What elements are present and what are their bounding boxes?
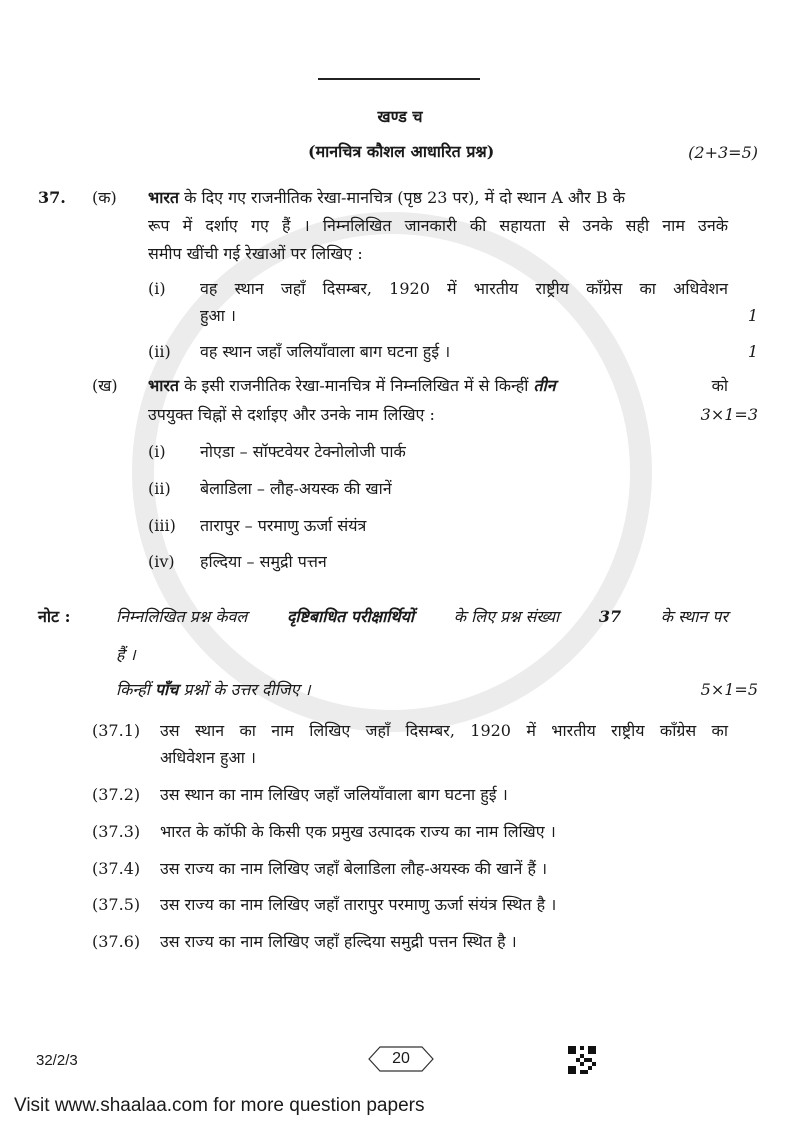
alt-q-label: (37.1): [92, 721, 141, 740]
alt-q-label: (37.2): [92, 785, 141, 804]
alt-q-text: उस राज्य का नाम लिखिए जहाँ हल्दिया समुद्री पत्तन स्थित है ।: [160, 932, 517, 951]
alt-q-label: (37.6): [92, 932, 141, 951]
item-text: वह स्थान जहाँ जलियाँवाला बाग घटना हुई ।: [200, 342, 451, 361]
note-line1: [116, 607, 728, 627]
text: प्रश्नों के उत्तर दीजिए ।: [183, 680, 311, 699]
item-text: बेलाडिला – लौह-अयस्क की खानें: [200, 479, 392, 498]
item-label: (ii): [148, 342, 171, 361]
text-end: को: [711, 376, 728, 395]
section-subtitle: (मानचित्र कौशल आधारित प्रश्न): [308, 142, 495, 161]
alt-q-text: उस स्थान का नाम लिखिए जहाँ जलियाँवाला बाग घटना हुई ।: [160, 785, 508, 804]
visit-link-text[interactable]: Visit www.shaalaa.com for more question papers: [14, 1095, 425, 1116]
question-number: 37.: [38, 188, 66, 207]
text: [148, 376, 556, 396]
alt-q-text: उस राज्य का नाम लिखिए जहाँ तारापुर परमाणु ऊर्जा संयंत्र स्थित है ।: [160, 895, 557, 914]
section-title: खण्ड च: [377, 107, 423, 126]
text: के स्थान पर: [660, 607, 728, 626]
text: किन्हीं: [116, 680, 150, 699]
item-text: हल्दिया – समुद्री पत्तन: [200, 552, 327, 571]
text: के दिए गए राजनीतिक रेखा-मानचित्र (पृष्ठ 23 पर), में दो स्थान A और B के: [184, 188, 625, 207]
part-b-marks: 3×1=3: [700, 405, 758, 424]
qr-code-icon: [568, 1046, 596, 1074]
top-rule: [318, 78, 480, 80]
alt-q-label: (37.4): [92, 859, 141, 878]
bold-text: दृष्टिबाधित परीक्षार्थियों: [286, 607, 415, 626]
item-label: (iii): [148, 516, 176, 535]
alt-q-text: भारत के कॉफी के किसी एक प्रमुख उत्पादक राज्य का नाम लिखिए ।: [160, 822, 556, 841]
note-instruction: [116, 680, 311, 700]
item-label: (i): [148, 279, 166, 298]
bold-bharat: भारत: [148, 188, 180, 207]
alt-q-text: उस स्थान का नाम लिखिए जहाँ दिसम्बर, 1920 में भारतीय राष्ट्रीय काँग्रेस का: [160, 721, 728, 740]
item-label: (iv): [148, 552, 175, 571]
text: के लिए प्रश्न संख्या: [453, 607, 560, 626]
part-b-label: (ख): [92, 376, 118, 395]
bold-five: पाँच: [154, 680, 179, 699]
alt-q-text: उस राज्य का नाम लिखिए जहाँ बेलाडिला लौह-अयस्क की खानें हैं ।: [160, 859, 548, 878]
item-marks: 1: [747, 342, 758, 361]
emph-three: तीन: [533, 376, 556, 395]
item-text: तारापुर – परमाणु ऊर्जा संयंत्र: [200, 516, 367, 535]
item-label: (i): [148, 442, 166, 461]
part-b-line2: उपयुक्त चिह्नों से दर्शाइए और उनके नाम लिखिए :: [148, 405, 435, 424]
text: निम्नलिखित प्रश्न केवल: [116, 607, 248, 626]
part-b-line1: [148, 376, 728, 396]
item-marks: 1: [747, 306, 758, 325]
item-text-cont: हुआ ।: [200, 306, 236, 325]
item-text: नोएडा – सॉफ्टवेयर टेक्नोलोजी पार्क: [200, 442, 406, 461]
part-a-label: (क): [92, 188, 117, 207]
item-label: (ii): [148, 479, 171, 498]
part-a-line3: समीप खींची गई रेखाओं पर लिखिए :: [148, 244, 363, 263]
note-marks: 5×1=5: [700, 680, 758, 699]
note-label: नोट :: [38, 607, 71, 626]
bold-number: 37: [598, 607, 622, 626]
note-line2: हैं ।: [116, 645, 136, 664]
bold-bharat: भारत: [148, 376, 180, 395]
alt-q-label: (37.5): [92, 895, 141, 914]
alt-q-text-cont: अधिवेशन हुआ ।: [160, 748, 256, 767]
text-main: के इसी राजनीतिक रेखा-मानचित्र में निम्नलिखित में से किन्हीं: [184, 376, 529, 395]
page-number: 20: [392, 1050, 410, 1067]
part-a-line2: रूप में दर्शाए गए हैं । निम्नलिखित जानकारी की सहायता से उनके सही नाम उनके: [148, 216, 728, 235]
part-a-line1: [148, 188, 625, 208]
paper-code: 32/2/3: [36, 1052, 78, 1069]
alt-q-label: (37.3): [92, 822, 141, 841]
item-text: वह स्थान जहाँ दिसम्बर, 1920 में भारतीय राष्ट्रीय काँग्रेस का अधिवेशन: [200, 279, 728, 298]
section-marks: (2+3=5): [688, 143, 758, 162]
